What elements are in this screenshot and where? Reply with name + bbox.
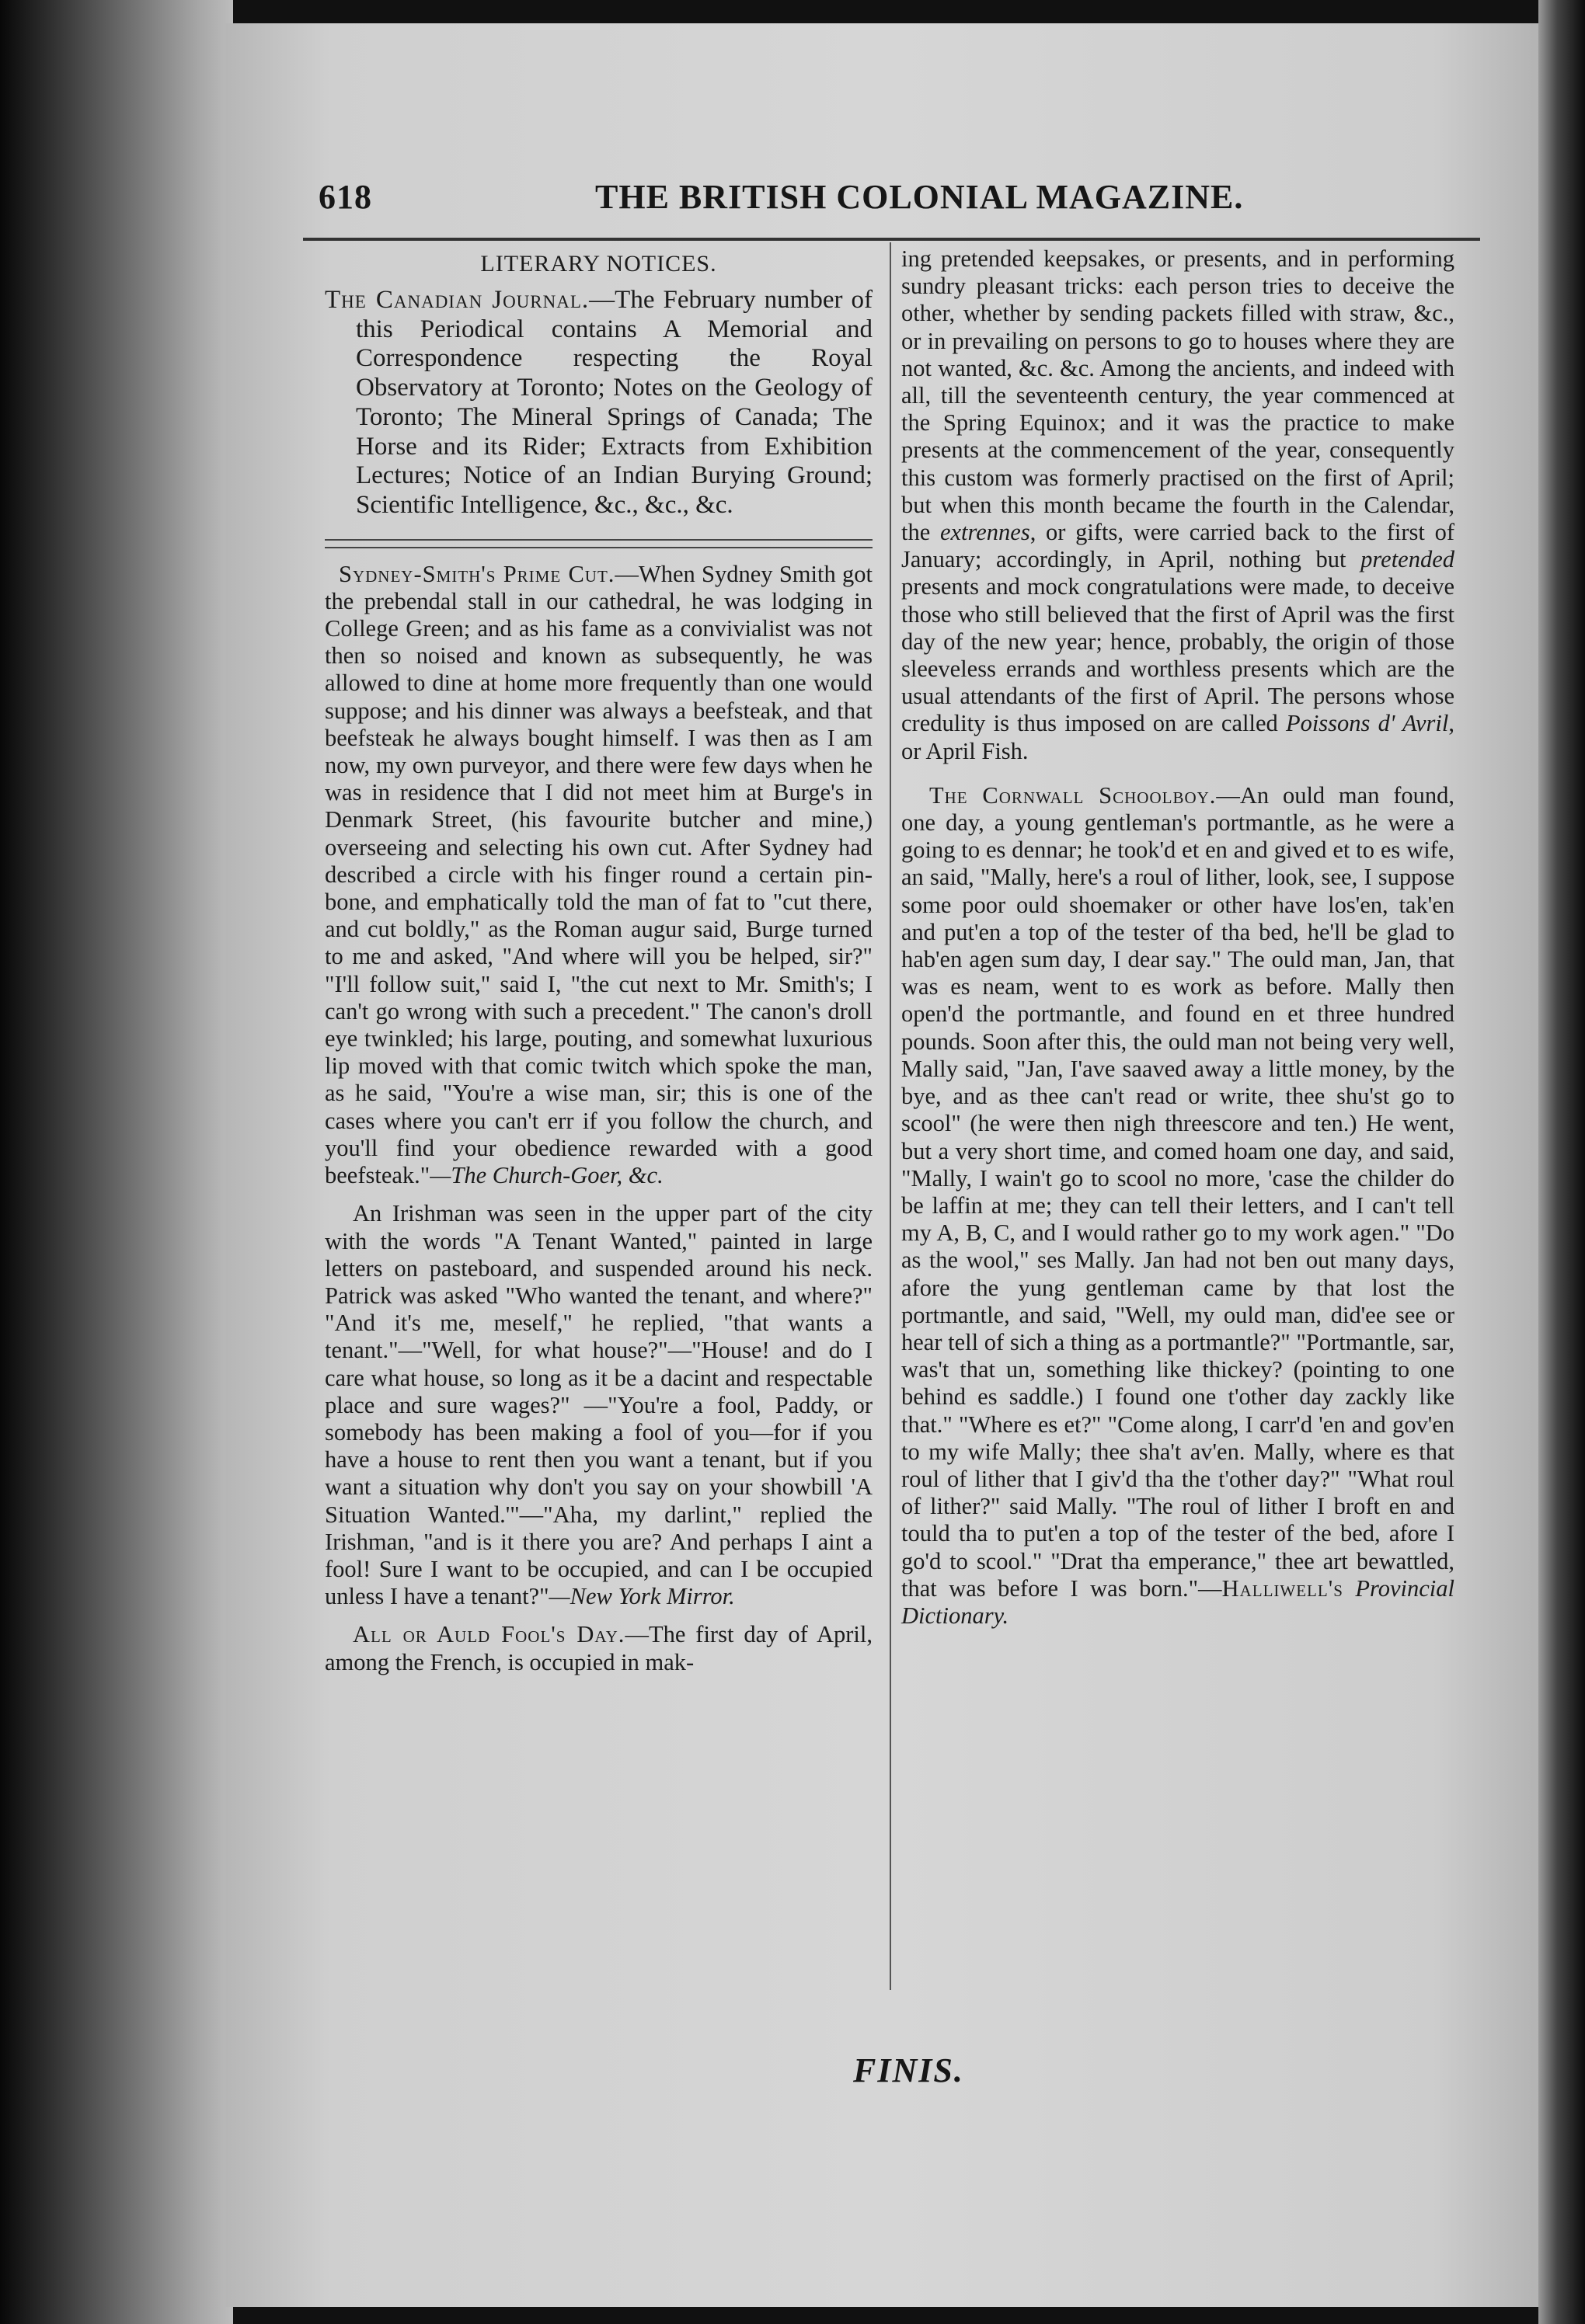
article-lead: Sydney-Smith's Prime Cut. xyxy=(339,560,615,587)
article-text: —An ould man found, one day, a young gentleman's portmantle, as he were a going to es dennar; he took'd et en and gived et to es wife, an said, "Mally, here's a roul of lither, look, see, I suppose some poor ould shoemaker or other have los'en, tak'en and put'en a top of the tester of tha bed, he'll be glad to hab'en agen sum day, I dear say." The ould man, Jan, that was es neam, went to es work as before. Mally then open'd the portmantle, and found en et three hundred pounds. Soon after this, the ould man not being very well, Mally said, "Jan, I'ave saaved away a little money, by the bye, and as thee can't read or write, thee shu'st go to scool" (he were then nigh threescore and ten.) He went, but a very short time, and comed hoam one day, and said, "Mally, I wain't go to scool no more, 'case the childer do be laffin at me; they can tell their letters, and I can't tell my A, B, C, and I would rather go to my work agen." "Do as the wool," ses Mally. Jan had not ben out many days, afore the yung gentleman came by that lost the portmantle, and said, "Well, my ould man, did'ee see or hear tell of sich a thing as a portmantle?" "Portmantle, sar, was't that un, something like thickey? (pointing to one behind es saddle.) I found one t'other day zackly like that." "Where es et?" "Come along, I carr'd 'en and gov'en to my wife Mally; thee sha't av'en. Mally, where es that roul of lither that I giv'd tha the t'other day?" "What roul of lither?" said Mally. "The roul of lither I broft en and tould tha to put'en a top of the tester of the bed, afore I go'd to scool." "Drat tha emperance," thee art bewattled, that was before I was born."— xyxy=(901,781,1454,1602)
header-rule xyxy=(303,238,1480,241)
italic-term: pretended xyxy=(1360,546,1454,573)
cornwall-schoolboy-article xyxy=(901,782,1454,1630)
italic-term: Poissons d' Avril xyxy=(1285,710,1449,737)
article-source: —The Church-Goer, &c. xyxy=(430,1162,664,1189)
article-source-author: Halliwell's xyxy=(1221,1574,1343,1602)
finis-mark: FINIS. xyxy=(853,2051,964,2089)
article-text: —When Sydney Smith got the prebendal stall in our cathedral, he was lodging in College Green; and as his fame as a convivialist was not then so noised and known as subsequently, he was allowed to dine at home more frequently than one would suppose; and his dinner was always a beefsteak, and that beefsteak he always bought himself. I was then as I am now, my own purveyor, and there were few days when he was in residence that I did not meet him at Burge's in Denmark Street, (his favourite butcher and mine,) overseeing and selecting his own cut. After Sydney had described a circle with his finger round a certain pin-bone, and emphatically told the man of fat to "cut there, and cut boldly," as the Roman augur said, Burge turned to me and asked, "And where will you be helped, sir?" "I'll follow suit," said I, "the cut next to Mr. Smith's; I can't go wrong with such a precedent." The canon's droll eye twinkled; his large, pouting, and somewhat luxurious lip moved with that comic twitch which spoke the man, as he said, "You're a wise man, sir; this is one of the cases where you can't err if you follow the church, and you'll find your obedience rewarded with a good beefsteak." xyxy=(325,560,873,1189)
italic-term: extrennes xyxy=(939,519,1030,546)
article-source: Provincial Dictionary. xyxy=(901,1574,1454,1629)
article-text: —The February number of this Periodical contains A Memorial and Correspondence respecting the Royal Observatory at Toronto; Notes on the Geology of Toronto; The Mineral Springs of Canada; The Horse and its Rider; Extracts from Exhibition Lectures; Notice of an Indian Burying Ground; Scientific Intelligence, &c., &c., &c. xyxy=(356,286,873,519)
left-column xyxy=(325,245,873,1676)
page-header xyxy=(319,177,1484,231)
running-title: THE BRITISH COLONIAL MAGAZINE. xyxy=(595,178,1244,216)
canadian-journal-notice xyxy=(325,286,873,520)
article-text: An Irishman was seen in the upper part of the city with the words "A Tenant Wanted," painted in large letters on pasteboard, and suspended around his neck. Patrick was asked "Who wanted the tenant, and where?" "And it's me, meself," he replied, "that wants a tenant."—"Well, for what house?"—"House! and do I care what house, so long as it be a dacint and respectable place and sure wages?" —"You're a fool, Paddy, or somebody has been making a fool of you—for if you have a house to rent then you want a tenant, but if you want a situation why don't you say on your showbill 'A Situation Wanted.'"—"Aha, my darlint," replied the Irishman, "and is it there you are? And perhaps I aint a fool! Sure I want to be occupied, and can I be occupied unless I have a tenant?" xyxy=(325,1200,873,1610)
section-heading: LITERARY NOTICES. xyxy=(480,251,717,277)
article-source: —New York Mirror. xyxy=(549,1583,735,1610)
section-divider xyxy=(325,539,873,548)
sydney-smith-article xyxy=(325,561,873,1190)
article-text: ing pretended keepsakes, or presents, and in performing sundry pleasant tricks: each person tries to deceive the other, whether by sending packets filled with straw, &c., or in prevailing on persons to go to houses where they are not wanted, &c. &c. Among the ancients, and indeed with all, till the seventeenth century, the year commenced at the Spring Equinox; and it was the practice to make presents at the commencement of the year, consequently this custom was formerly practised on the first of April; but when this month became the fourth in the Calendar, the xyxy=(901,245,1454,546)
page-number: 618 xyxy=(319,178,372,216)
article-lead: All or Auld Fool's Day. xyxy=(353,1621,625,1648)
article-text: , or April Fish. xyxy=(901,710,1454,764)
irishman-article xyxy=(325,1200,873,1610)
article-lead: The Cornwall Schoolboy. xyxy=(929,781,1217,809)
book-spine-shadow xyxy=(0,0,233,2324)
article-text: —The first day of April, among the French, is occupied in mak- xyxy=(325,1621,873,1675)
page-edge-shadow xyxy=(1538,0,1585,2324)
all-fools-continuation xyxy=(901,245,1454,765)
right-column xyxy=(901,245,1454,1630)
article-lead: The Canadian Journal. xyxy=(325,286,590,314)
all-fools-article xyxy=(325,1621,873,1675)
column-divider xyxy=(890,242,891,1990)
article-text: presents and mock congratulations were made, to deceive those who still believed that the first of April was the first day of the new year; hence, probably, the origin of those sleeveless errands and worthless presents which are the usual attendants of the first of April. The persons whose credulity is thus imposed on are called xyxy=(901,573,1454,737)
article-text: , or gifts, were carried back to the first of January; accordingly, in April, nothing but xyxy=(901,519,1455,573)
